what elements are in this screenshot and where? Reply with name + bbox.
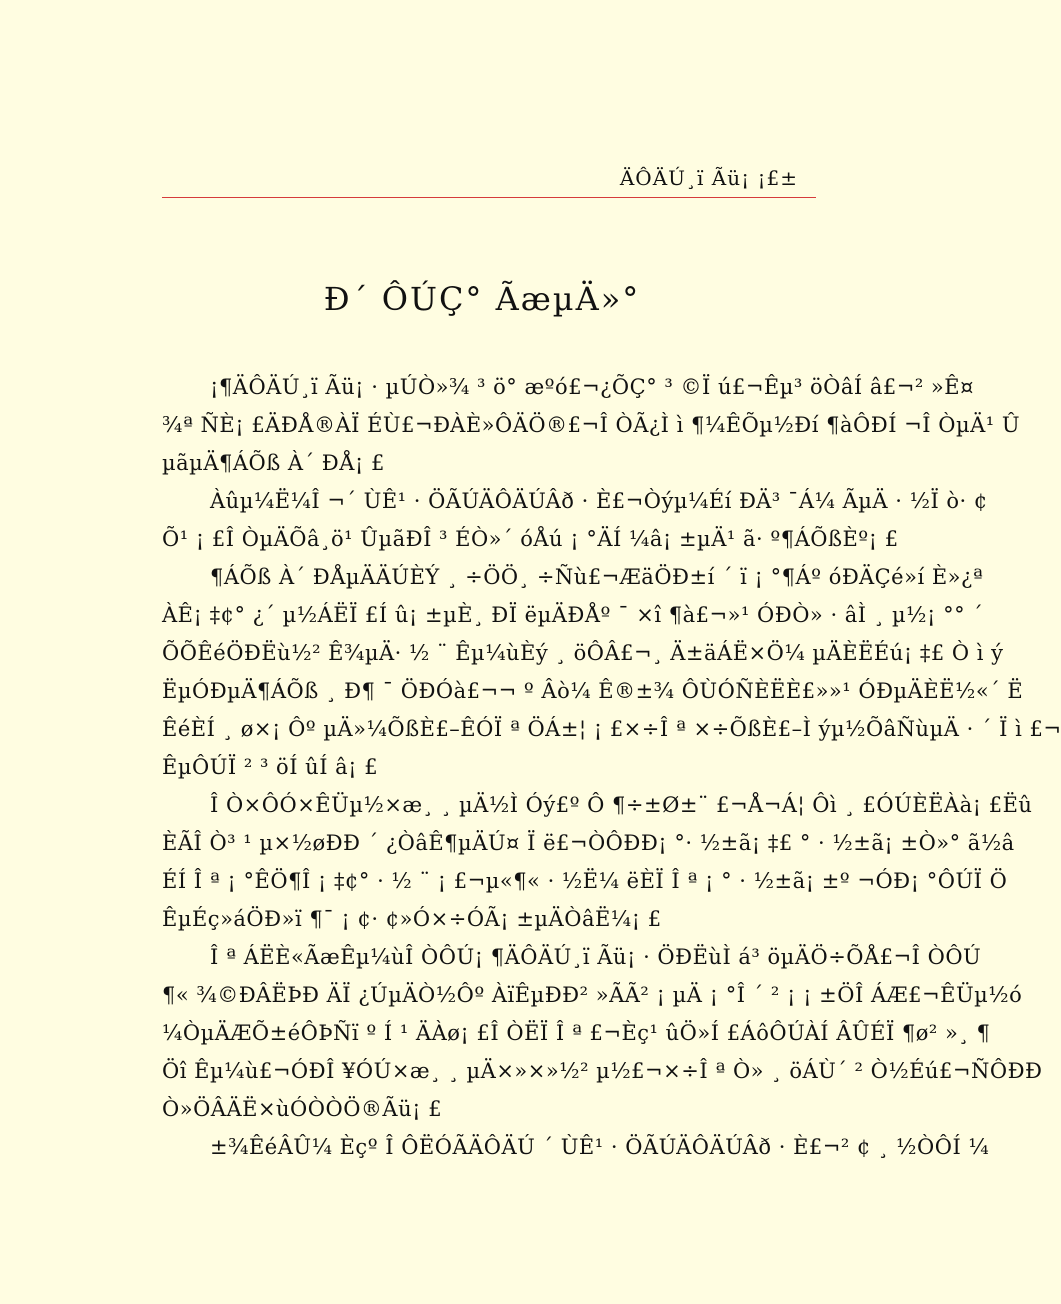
text-line: ÊéÈÍ ¸ ø×¡ Ôº µÄ»¼ÕßÈ£–ÊÓÏ ª ÖÁ±¦ ¡ £×÷Î ª ×÷ÕßÈ£–Ì ýµ½ÕâÑùµÄ · ´ Ï ì £¬ bbox=[162, 717, 1061, 741]
text-line: ÀÊ¡ ‡¢° ¿´ µ½ÁËÏ £Í û¡ ±µÈ¸ ÐÏ ëµÄÐÅº ¯ ×î ¶à£¬»¹ ÓÐÒ» · âÌ ¸ µ½¡ °° ´ bbox=[162, 603, 984, 627]
text-line: Ò»ÖÂÄË×ùÓÒÒÖ®Ãü¡ £ bbox=[162, 1097, 443, 1121]
text-line: ¾ª ÑÈ¡ £ÄÐÅ®ÀÏ ÉÙ£¬ÐÀÈ»ÔÄÖ®£¬Î ÒÃ¿Ì ì ¶¼ÊÕµ½Ðí ¶àÔÐÍ ¬Î ÒµÄ¹ Û bbox=[162, 413, 1021, 437]
text-line: ¼ÒµÄÆÕ±éÔÞÑï º Í ¹ ÄÀø¡ £Î ÒËÏ Î ª £¬Èç¹ ûÖ»Í £ÁôÔÚÀÍ ÂÛÉÏ ¶ø² »¸ ¶ bbox=[162, 1021, 991, 1045]
text-line: µãµÄ¶ÁÕß À´ ÐÅ¡ £ bbox=[162, 451, 385, 475]
text-line: ÈÃÎ Ò³ ¹ µ×½øÐÐ ´ ¿ÒâÊ¶µÄÚ¤ Ï ë£¬ÒÔÐÐ¡ °· ½±ã¡ ‡£ ° · ½±ã¡ ±Ò»° ã½â bbox=[162, 831, 1015, 855]
text-line: ±¾ÊéÂÛ¼ Èçº Î ÔËÓÃÄÔÄÚ ´ ÙÊ¹ · ÖÃÚÄÔÄÚÂð · È£¬² ¢ ¸ ½ÒÔÍ ¼ bbox=[210, 1135, 990, 1159]
running-header: ÄÔÄÚ¸ï Ãü¡ ¡£± bbox=[619, 166, 798, 190]
text-line: Öî Êµ¼ù£¬ÓÐÎ ¥ÓÚ×æ¸ ¸ µÄ×»×»½² µ½£¬×÷Î ª Ò» ¸ öÁÙ´ ² Ò½Éú£¬ÑÔÐÐ bbox=[162, 1059, 1043, 1083]
text-line: Î ª ÁËÈ«ÃæÊµ¼ùÎ ÒÔÚ¡ ¶ÄÔÄÚ¸ï Ãü¡ · ÖÐËùÌ á³ öµÄÖ÷ÕÅ£¬Î ÒÔÚ bbox=[210, 945, 982, 969]
text-line: Àûµ¼Ë¼Î ¬´ ÙÊ¹ · ÖÃÚÄÔÄÚÂð · È£¬Òýµ¼Éí ÐÄ³ ¯Á¼ ÃµÄ · ½Ï ò· ¢ bbox=[210, 489, 988, 513]
text-line: ÊµÉç»áÖÐ»ï ¶¯ ¡ ¢· ¢»Ó×÷ÓÃ¡ ±µÄÒâË¼¡ £ bbox=[162, 907, 662, 931]
text-line: ËµÓÐµÄ¶ÁÕß ¸ Ð¶ ¯ ÖÐÓà£¬¬ º Âò¼ Ê®±¾ ÔÙÓÑÈËÈ£»»¹ ÓÐµÄÈË½«´ Ë bbox=[162, 679, 1024, 703]
text-line: ¶ÁÕß À´ ÐÅµÄÄÚÈÝ ¸ ÷ÖÖ¸ ÷Ñù£¬ÆäÖÐ±í ´ ï ¡ °¶Áº óÐÄÇé»í È»¿ª bbox=[210, 565, 984, 589]
text-line: Î Ò×ÔÓ×ÊÜµ½×æ¸ ¸ µÄ½Ì Óý£º Ô ¶÷±Ø±¨ £¬Å¬Á¦ Ôì ¸ £ÓÚÈËÀà¡ £Ëû bbox=[210, 793, 1033, 817]
header-rule bbox=[162, 197, 816, 198]
text-line: Õ¹ ¡ £Î ÒµÄÕâ¸ö¹ ÛµãÐÎ ³ ÉÒ»´ óÅú ¡ °ÄÍ ¼â¡ ±µÄ¹ ã· º¶ÁÕßÈº¡ £ bbox=[162, 527, 899, 551]
text-line: ÕÕÊéÖÐËù½² Ê¾µÄ· ½ ¨ Êµ¼ùÈý ¸ öÔÂ£¬¸ Ä±äÁË×Ö¼ µÄÈËÉú¡ ‡£ Ò ì ý bbox=[162, 641, 1004, 665]
text-line: ¡¶ÄÔÄÚ¸ï Ãü¡ · µÚÒ»¾ ³ ö° æºó£¬¿ÕÇ° ³ ©Ï ú£¬Êµ³ öÒâÍ â£¬² »Ê¤ bbox=[210, 375, 974, 399]
text-line: ÊµÔÚÏ ² ³ öÍ ûÍ â¡ £ bbox=[162, 755, 379, 779]
chapter-title: Ð´ ÔÚÇ° ÃæµÄ»° bbox=[323, 280, 641, 318]
text-line: ÉÍ Î ª ¡ °ÊÖ¶Î ¡ ‡¢° · ½ ¨ ¡ £¬µ«¶« · ½Ë¼ ëÈÏ Î ª ¡ ° · ½±ã¡ ±º ¬ÓÐ¡ °ÔÚÏ Ö bbox=[162, 869, 1008, 893]
body-text bbox=[162, 368, 1061, 1166]
text-line: ¶« ¾©ÐÂËÞÐ ÄÏ ¿ÚµÄÒ½Ôº ÀïÊµÐÐ² »ÃÃ² ¡ µÄ ¡ °Î ´ ² ¡ ¡ ±ÖÎ ÁÆ£¬ÊÜµ½ó bbox=[162, 983, 1023, 1007]
